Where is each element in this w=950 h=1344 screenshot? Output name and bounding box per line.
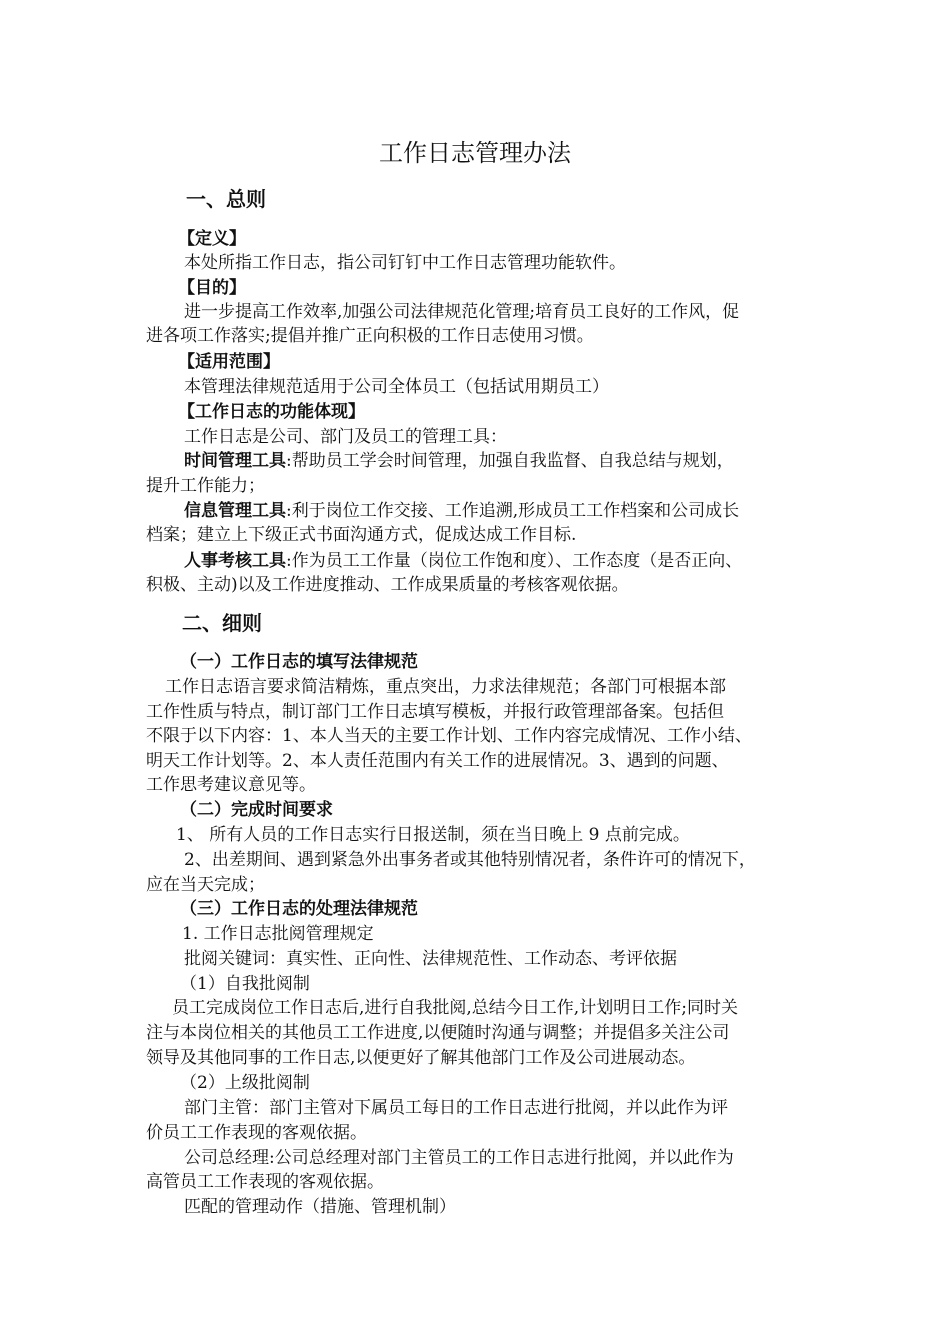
subheading-fill-rules: （一）工作日志的填写法律规范 [180,652,418,672]
info-tool-desc: :利于岗位工作交接、工作追溯,形成员工工作档案和公司成长 [286,501,740,521]
time-req-item-2-line-2: 应在当天完成； [146,875,265,895]
section-heading-general: 一、总则 [186,187,266,211]
manager-review-line-1: 部门主管：部门主管对下属员工每日的工作日志进行批阅，并以此作为评 [184,1098,728,1118]
scope-label: 【适用范围】 [178,352,280,372]
fill-rules-line-4: 明天工作计划等。2、本人责任范围内有关工作的进展情况。3、遇到的问题、 [146,751,729,771]
time-req-item-1: 1、 所有人员的工作日志实行日报送制，须在当日晚上 9 点前完成。 [176,825,690,845]
function-label: 【工作日志的功能体现】 [178,402,365,422]
info-tool-term: 信息管理工具 [184,501,286,521]
supervisor-review-label: （2）上级批阅制 [180,1073,310,1093]
hr-tool-term: 人事考核工具 [184,551,286,571]
self-review-line-2: 注与本岗位相关的其他员工工作进度,以便随时沟通与调整；并提倡多关注公司 [146,1023,730,1043]
self-review-line-3: 领导及其他同事的工作日志,以便更好了解其他部门工作及公司进展动态。 [146,1048,696,1068]
hr-tool-desc: :作为员工工作量（岗位工作饱和度）、工作态度（是否正向、 [286,551,743,571]
fill-rules-line-1: 工作日志语言要求简洁精炼，重点突出，力求法律规范；各部门可根据本部 [165,677,726,697]
self-review-label: （1）自我批阅制 [180,974,310,994]
matching-actions: 匹配的管理动作（措施、管理机制） [184,1197,456,1217]
scope-text: 本管理法律规范适用于公司全体员工（包括试用期员工） [184,377,609,397]
gm-review-line-1: 公司总经理:公司总经理对部门主管员工的工作日志进行批阅，并以此作为 [184,1148,734,1168]
self-review-line-1: 员工完成岗位工作日志后,进行自我批阅,总结今日工作,计划明日工作;同时关 [172,998,738,1018]
section-heading-details: 二、细则 [182,611,262,635]
time-tool-term: 时间管理工具 [184,451,286,471]
definition-text: 本处所指工作日志，指公司钉钉中工作日志管理功能软件。 [184,253,626,273]
time-tool-line-2: 提升工作能力； [146,476,265,496]
hr-tool-line-2: 积极、主动)以及工作进度推动、工作成果质量的考核客观依据。 [146,575,629,595]
fill-rules-line-5: 工作思考建议意见等。 [146,775,316,795]
hr-tool-line-1 [184,549,864,573]
info-tool-line-1 [184,499,864,523]
document-title: 工作日志管理办法 [379,139,571,167]
fill-rules-line-2: 工作性质与特点，制订部门工作日志填写模板，并报行政管理部备案。包括但 [146,702,724,722]
purpose-line-1: 进一步提高工作效率,加强公司法律规范化管理;培育员工良好的工作风，促 [184,302,740,322]
time-tool-line-1 [184,449,864,473]
subheading-time-requirements: （二）完成时间要求 [180,800,333,820]
subheading-processing-rules: （三）工作日志的处理法律规范 [180,899,418,919]
fill-rules-line-3: 不限于以下内容：1、本人当天的主要工作计划、工作内容完成情况、工作小结、 [146,726,752,746]
review-rules-item-1: 1. 工作日志批阅管理规定 [182,924,374,944]
gm-review-line-2: 高管员工工作表现的客观依据。 [146,1172,384,1192]
function-intro: 工作日志是公司、部门及员工的管理工具： [184,427,507,447]
info-tool-line-2: 档案；建立上下级正式书面沟通方式，促成达成工作目标. [146,525,577,545]
review-keywords: 批阅关键词：真实性、正向性、法律规范性、工作动态、考评依据 [184,949,677,969]
manager-review-line-2: 价员工工作表现的客观依据。 [146,1123,367,1143]
purpose-line-2: 进各项工作落实;提倡并推广正向积极的工作日志使用习惯。 [146,326,594,346]
time-req-item-2-line-1: 2、出差期间、遇到紧急外出事务者或其他特别情况者，条件许可的情况下， [184,850,756,870]
definition-label: 【定义】 [178,229,246,249]
purpose-label: 【目的】 [178,278,246,298]
time-tool-desc: :帮助员工学会时间管理，加强自我监督、自我总结与规划， [286,451,734,471]
